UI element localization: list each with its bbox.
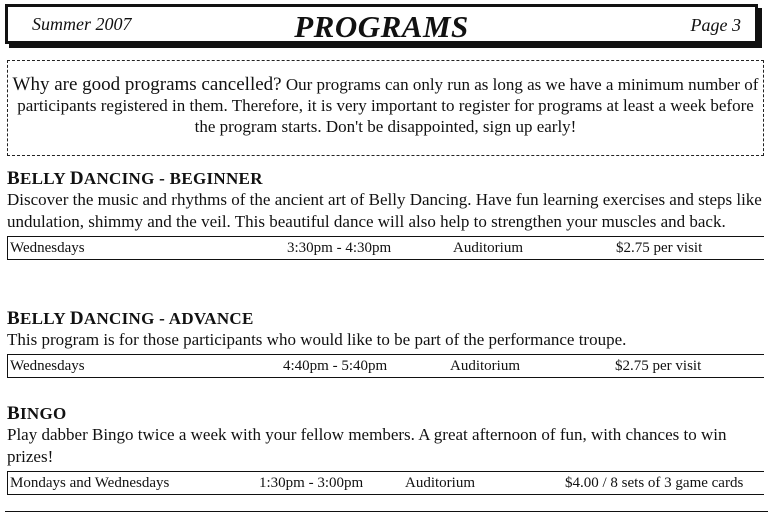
- schedule-time: 3:30pm - 4:30pm: [287, 240, 392, 256]
- notice-text: Our programs can only run as long as we have a minimum number of participants registered in them. Therefore, it is very important to register for programs at least a week before the program starts. Don't be disappointed, sign up early!: [17, 75, 759, 136]
- page-number: Page 3: [690, 15, 741, 35]
- schedule-location: Auditorium: [405, 475, 475, 491]
- schedule-price: $2.75 per visit: [615, 358, 702, 374]
- schedule-days: Wednesdays: [10, 240, 85, 256]
- program-description: This program is for those participants who would like to be part of the performance troupe.: [7, 330, 627, 349]
- schedule-row: [7, 471, 764, 495]
- schedule-location: Auditorium: [453, 240, 523, 256]
- schedule-days: Wednesdays: [10, 358, 85, 374]
- schedule-price: $2.75 per visit: [616, 240, 703, 256]
- season-label: Summer 2007: [32, 14, 132, 34]
- schedule-location: Auditorium: [450, 358, 520, 374]
- program-title: BELLY DANCING - ADVANCE: [7, 308, 254, 329]
- program-description: Discover the music and rhythms of the ancient art of Belly Dancing. Have fun learning exercises and steps like undulation, shimmy and the veil. This beautiful dance will also help to strengthen your muscles and back.: [7, 190, 762, 231]
- program-bingo: [7, 404, 764, 495]
- schedule-time: 4:40pm - 5:40pm: [283, 358, 388, 374]
- page-header: [5, 4, 758, 44]
- schedule-time: 1:30pm - 3:00pm: [259, 475, 364, 491]
- schedule-row: [7, 236, 764, 260]
- program-description: Play dabber Bingo twice a week with your fellow members. A great afternoon of fun, with chances to win prizes!: [7, 425, 727, 466]
- program-belly-dancing-beginner: [7, 169, 764, 260]
- program-title: BELLY DANCING - BEGINNER: [7, 168, 263, 189]
- schedule-price: $4.00 / 8 sets of 3 game cards: [565, 475, 744, 491]
- schedule-row: [7, 354, 764, 378]
- cancellation-notice: [7, 60, 764, 156]
- program-title: BINGO: [7, 403, 67, 424]
- notice-lead: Why are good programs cancelled?: [12, 74, 282, 95]
- program-belly-dancing-advance: [7, 309, 764, 378]
- page-title: PROGRAMS: [294, 9, 469, 44]
- bottom-divider: [5, 511, 768, 512]
- schedule-days: Mondays and Wednesdays: [10, 475, 170, 491]
